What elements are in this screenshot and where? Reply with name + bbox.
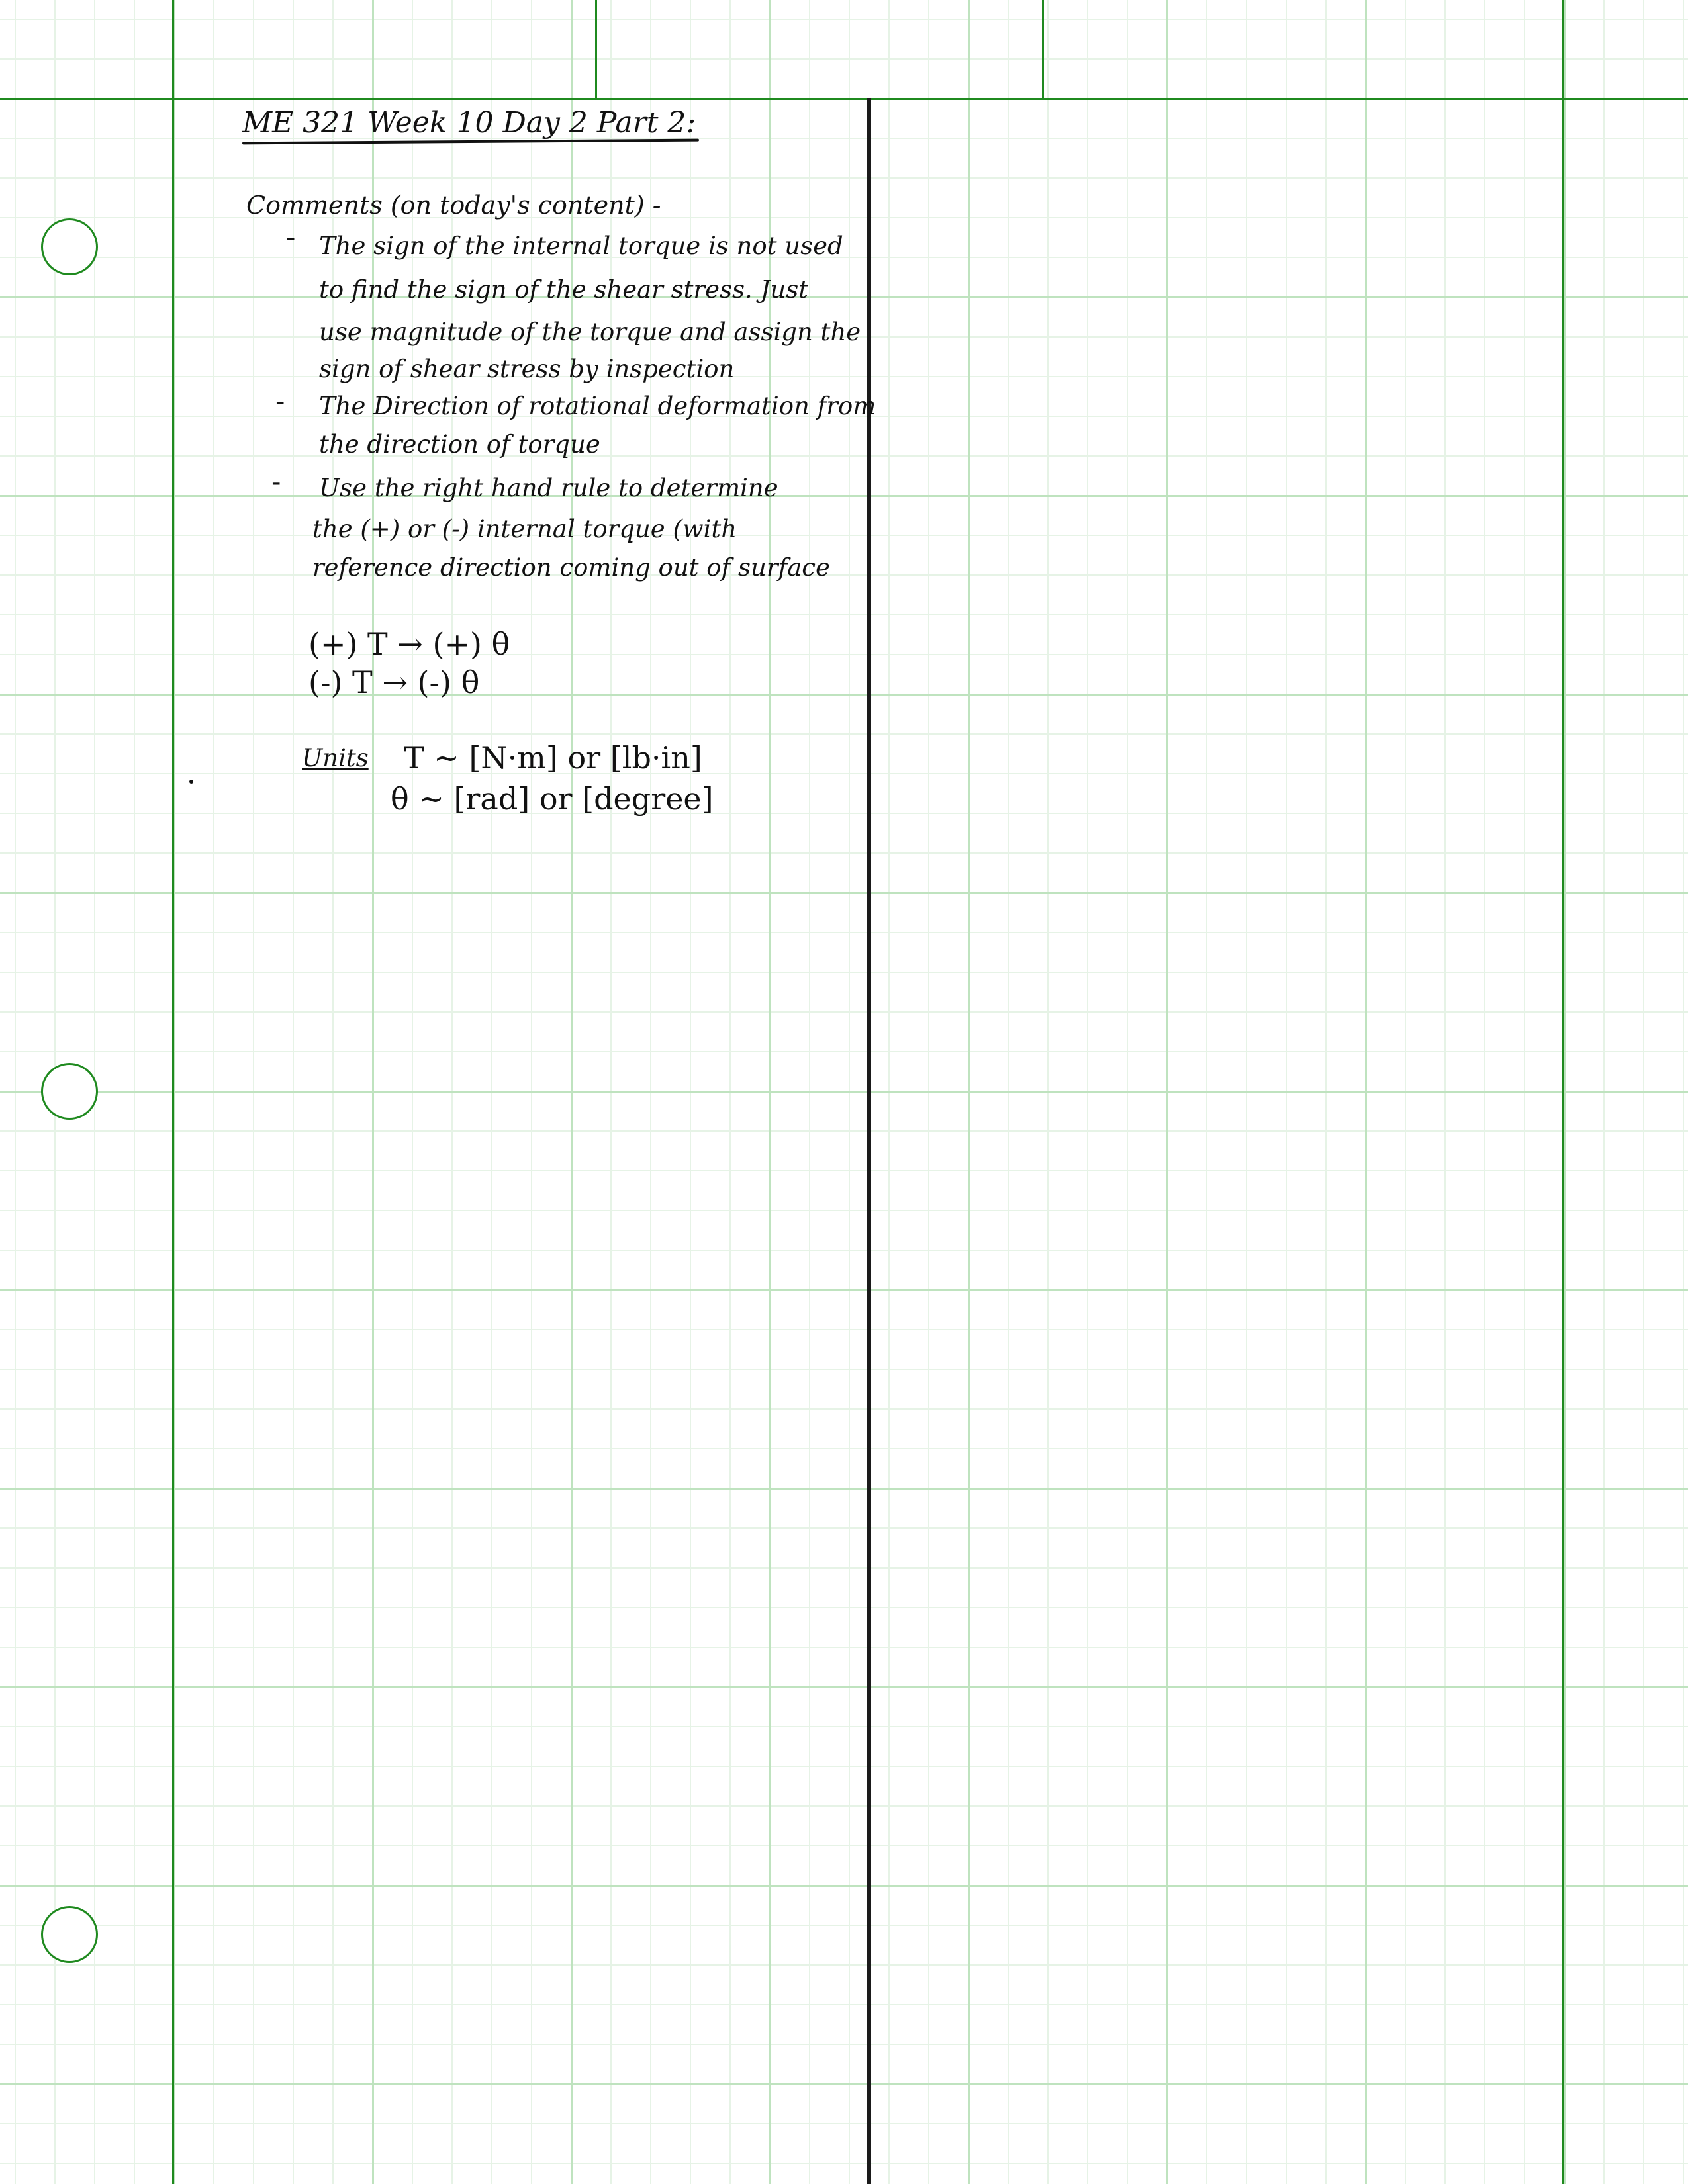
bullet-dash-2: - bbox=[275, 387, 285, 417]
units-label: Units bbox=[302, 744, 369, 772]
bullet-2-line-1: The Direction of rotational deformation from bbox=[319, 392, 876, 420]
comments-heading: Comments (on today's content) - bbox=[246, 191, 661, 220]
sign-rule-negative: (-) T → (-) θ bbox=[308, 664, 480, 700]
bullet-dash-3: - bbox=[271, 467, 281, 498]
binder-hole-top bbox=[41, 218, 98, 275]
bullet-3-line-3: reference direction coming out of surface bbox=[312, 553, 830, 582]
units-torque: T ~ [N·m] or [lb·in] bbox=[404, 740, 702, 776]
stray-ink-dot bbox=[189, 780, 193, 784]
bullet-1-line-3: use magnitude of the torque and assign the bbox=[319, 318, 861, 346]
bullet-3-line-1: Use the right hand rule to determine bbox=[319, 474, 778, 502]
bullet-1-line-4: sign of shear stress by inspection bbox=[319, 355, 735, 383]
bullet-3-line-2: the (+) or (-) internal torque (with bbox=[312, 515, 737, 543]
sign-rule-positive: (+) T → (+) θ bbox=[308, 626, 510, 662]
bullet-2-line-2: the direction of torque bbox=[319, 430, 600, 459]
bullet-1-line-1: The sign of the internal torque is not used bbox=[319, 232, 843, 260]
left-margin-rule bbox=[172, 0, 174, 2184]
binder-hole-bottom bbox=[41, 1906, 98, 1963]
bullet-1-line-2: to find the sign of the shear stress. Just bbox=[319, 275, 809, 304]
bullet-dash-1: - bbox=[286, 222, 296, 253]
page-title: ME 321 Week 10 Day 2 Part 2: bbox=[242, 106, 696, 140]
header-divider-2 bbox=[1042, 0, 1044, 99]
header-divider-1 bbox=[595, 0, 597, 99]
right-margin-rule bbox=[1562, 0, 1564, 2184]
header-rule bbox=[0, 98, 1688, 100]
units-angle: θ ~ [rad] or [degree] bbox=[391, 781, 714, 817]
binder-hole-middle bbox=[41, 1063, 98, 1120]
